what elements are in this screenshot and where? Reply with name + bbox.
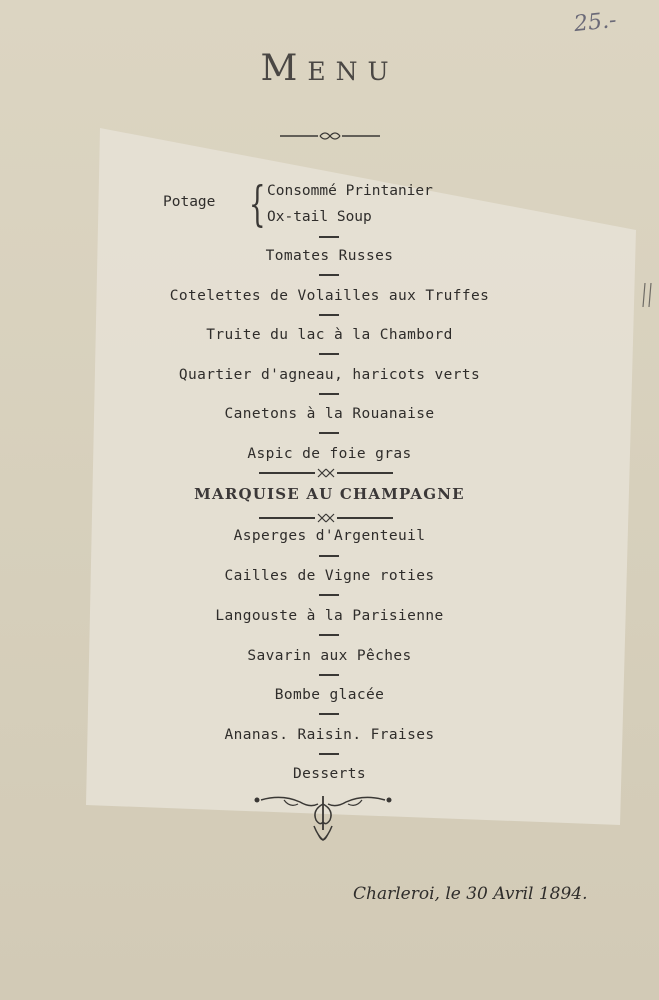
course-item: Asperges d'Argenteuil — [233, 528, 426, 544]
bottom-flourish-icon — [252, 790, 394, 848]
course-item: Cotelettes de Volailles aux Truffes — [169, 288, 490, 304]
menu-title: Menu — [260, 48, 399, 89]
divider-ornament-icon — [259, 511, 393, 525]
course-divider — [319, 314, 339, 316]
course-item: Cailles de Vigne roties — [224, 568, 435, 584]
soup-item-1: Consommé Printanier — [267, 183, 433, 199]
course-divider — [319, 353, 339, 355]
course-divider — [319, 713, 339, 715]
course-divider — [319, 393, 339, 395]
course-divider — [319, 236, 339, 238]
brace-icon: { — [248, 176, 266, 232]
course-divider — [319, 432, 339, 434]
course-item: Bombe glacée — [274, 687, 385, 703]
course-divider — [319, 753, 339, 755]
course-item: Tomates Russes — [265, 248, 394, 264]
course-item: Desserts — [292, 766, 367, 782]
place-date-signature: Charleroi, le 30 Avril 1894. — [353, 884, 588, 904]
course-item: Truite du lac à la Chambord — [206, 327, 453, 343]
divider-ornament-icon — [259, 466, 393, 480]
course-item: Quartier d'agneau, haricots verts — [178, 367, 481, 383]
top-ornament-icon — [280, 128, 380, 144]
course-item: Savarin aux Pêches — [247, 648, 412, 664]
handwritten-price-note: 25.- — [572, 7, 618, 38]
course-divider — [319, 634, 339, 636]
soup-item-2: Ox-tail Soup — [267, 209, 372, 225]
course-item: Ananas. Raisin. Fraises — [224, 727, 435, 743]
featured-course: MARQUISE AU CHAMPAGNE — [194, 485, 465, 503]
course-divider — [319, 674, 339, 676]
potage-label: Potage — [163, 194, 216, 210]
course-divider — [319, 555, 339, 557]
course-divider — [319, 274, 339, 276]
course-item: Canetons à la Rouanaise — [224, 406, 435, 422]
course-item: Langouste à la Parisienne — [215, 608, 444, 624]
course-item: Aspic de foie gras — [247, 446, 412, 462]
pencil-mark-icon — [641, 282, 655, 308]
course-divider — [319, 594, 339, 596]
